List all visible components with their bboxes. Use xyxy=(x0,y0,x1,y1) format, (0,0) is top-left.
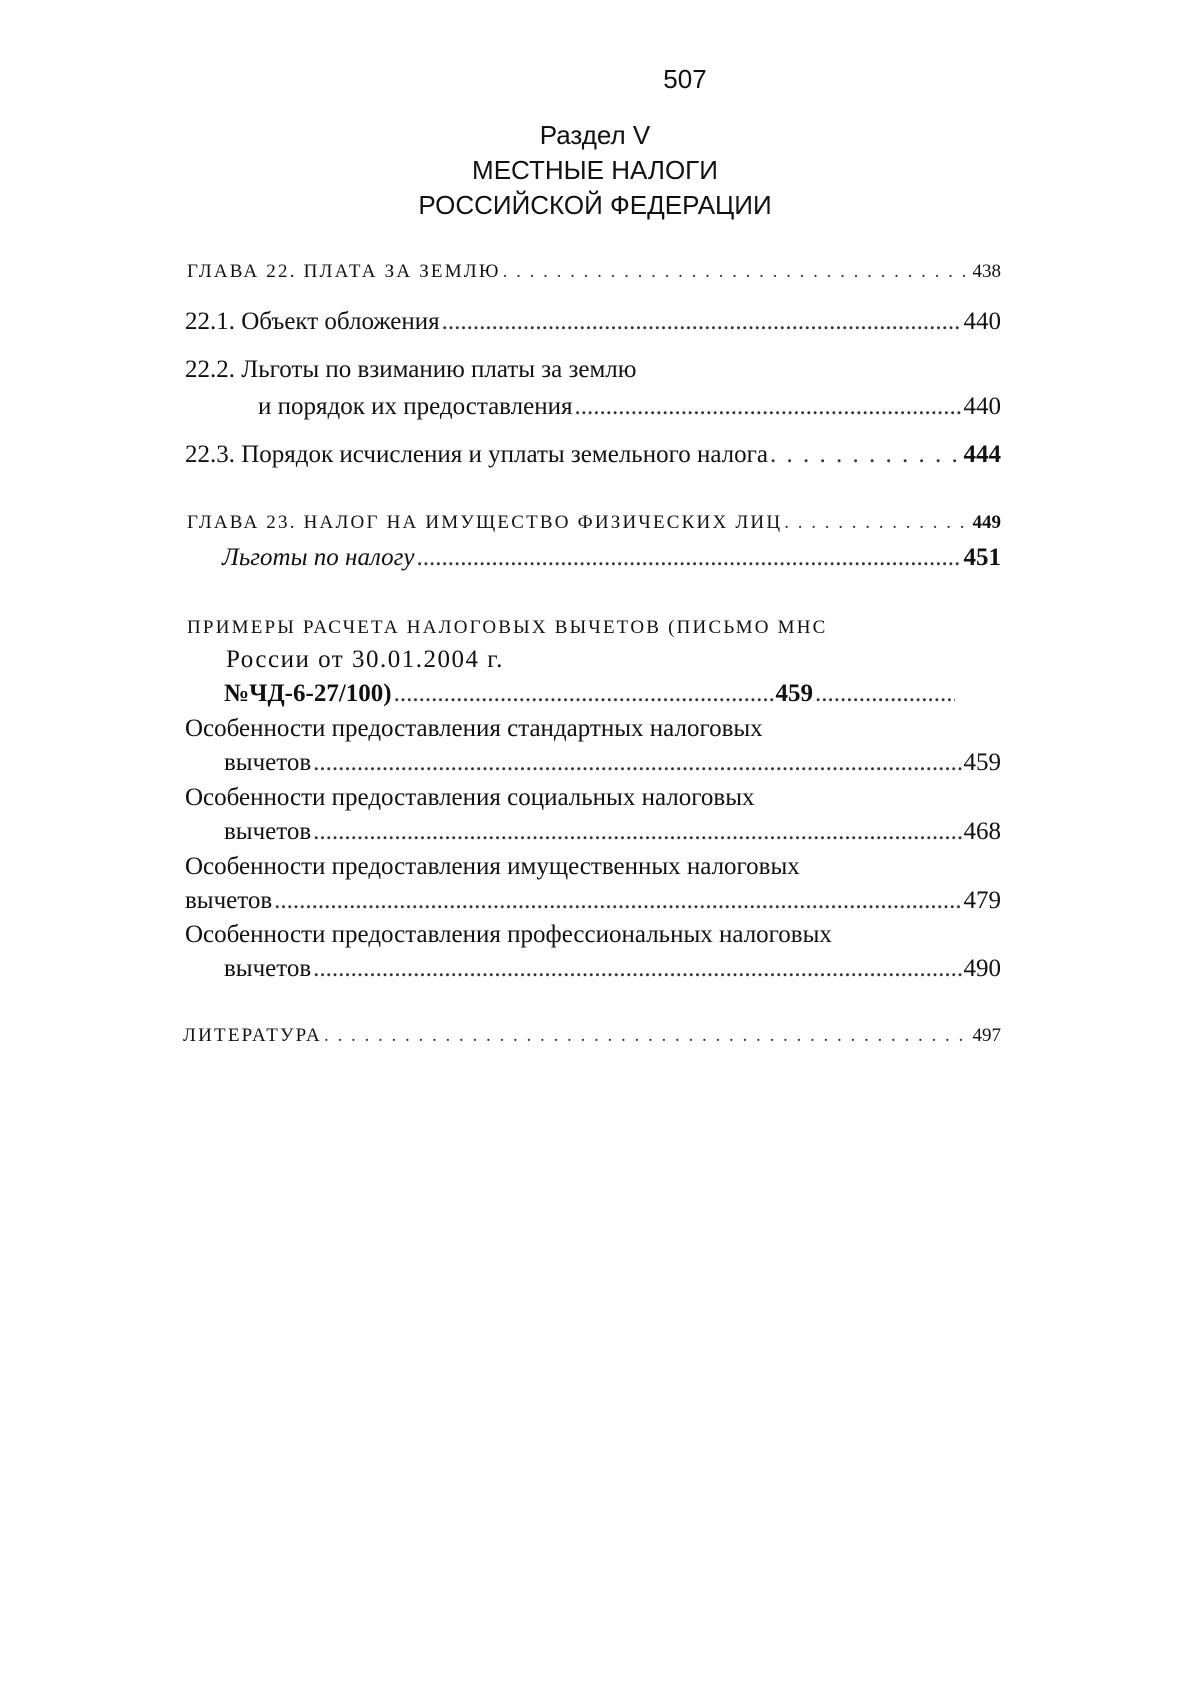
toc-examples-line1[interactable]: ПРИМЕРЫ РАСЧЕТА НАЛОГОВЫХ ВЫЧЕТОВ (ПИСЬМО МНС xyxy=(187,617,828,638)
toc-property-page: 479 xyxy=(963,887,1001,914)
toc-entry-22-3-page: 444 xyxy=(963,441,1001,468)
section-title-line1: МЕСТНЫЕ НАЛОГИ xyxy=(472,155,718,185)
toc-property-label: вычетов xyxy=(185,887,273,914)
toc-chapter-23[interactable] xyxy=(187,512,1001,534)
dot-leader xyxy=(313,955,961,983)
section-number: Раздел V xyxy=(539,120,651,150)
dot-leader xyxy=(770,441,962,469)
dot-leader xyxy=(324,1025,971,1047)
toc-examples-line2[interactable]: России от 30.01.2004 г. xyxy=(226,646,504,673)
toc-entry-22-2-label: и порядок их предоставления xyxy=(258,393,573,420)
toc-standard-label: вычетов xyxy=(224,749,312,776)
toc-literature[interactable] xyxy=(183,1025,1001,1047)
toc-entry-22-3-label: 22.3. Порядок исчисления и уплаты земельного налога xyxy=(185,441,768,468)
toc-property[interactable] xyxy=(185,887,1001,915)
toc-standard-line1[interactable]: Особенности предоставления стандартных налоговых xyxy=(185,715,763,742)
toc-chapter-22-page: 438 xyxy=(972,261,1001,282)
toc-chapter-22[interactable] xyxy=(187,261,1001,283)
toc-property-line1[interactable]: Особенности предоставления имущественных налоговых xyxy=(185,853,800,880)
toc-standard[interactable] xyxy=(224,749,1001,777)
toc-examples-page: 459 xyxy=(775,680,813,707)
dot-leader xyxy=(394,680,774,708)
toc-standard-page: 459 xyxy=(963,749,1001,776)
toc-professional-label: вычетов xyxy=(224,955,312,982)
toc-chapter-22-label: ГЛАВА 22. ПЛАТА ЗА ЗЕМЛЮ xyxy=(187,261,501,282)
toc-examples[interactable] xyxy=(224,680,957,708)
toc-examples-label: №ЧД-6-27/100) xyxy=(224,680,392,707)
dot-leader xyxy=(442,308,962,336)
dot-leader xyxy=(313,818,961,846)
toc-social-page: 468 xyxy=(963,818,1001,845)
toc-social[interactable] xyxy=(224,818,1001,846)
toc-entry-22-1-label: 22.1. Объект обложения xyxy=(185,308,440,335)
page-number: 507 xyxy=(663,64,707,94)
toc-literature-page: 497 xyxy=(972,1025,1001,1046)
toc-entry-benefits-label: Льготы по налогу xyxy=(222,544,415,571)
toc-professional-line1[interactable]: Особенности предоставления профессиональных налоговых xyxy=(185,921,832,948)
toc-entry-22-3[interactable] xyxy=(185,441,1001,469)
toc-entry-benefits-page: 451 xyxy=(963,544,1001,571)
toc-professional[interactable] xyxy=(224,955,1001,983)
dot-leader-trailing xyxy=(815,680,955,708)
toc-entry-22-2-line1[interactable]: 22.2. Льготы по взиманию платы за землю xyxy=(185,356,637,383)
toc-chapter-23-page: 449 xyxy=(972,512,1001,533)
dot-leader xyxy=(313,749,961,777)
toc-social-line1[interactable]: Особенности предоставления социальных налоговых xyxy=(185,784,755,811)
toc-entry-22-1-page: 440 xyxy=(963,308,1001,335)
toc-chapter-23-label: ГЛАВА 23. НАЛОГ НА ИМУЩЕСТВО ФИЗИЧЕСКИХ ЛИЦ xyxy=(187,512,783,533)
toc-entry-22-2-page: 440 xyxy=(963,393,1001,420)
toc-literature-label: ЛИТЕРАТУРА xyxy=(183,1025,322,1046)
dot-leader xyxy=(417,544,962,572)
toc-professional-page: 490 xyxy=(963,955,1001,982)
dot-leader xyxy=(574,393,961,421)
toc-social-label: вычетов xyxy=(224,818,312,845)
toc-entry-benefits[interactable] xyxy=(222,544,1001,572)
section-title-line2: РОССИЙСКОЙ ФЕДЕРАЦИИ xyxy=(418,190,772,220)
dot-leader xyxy=(503,261,971,283)
toc-entry-22-1[interactable] xyxy=(185,308,1001,336)
dot-leader xyxy=(274,887,961,915)
dot-leader xyxy=(784,512,970,534)
toc-entry-22-2[interactable] xyxy=(258,393,1001,421)
